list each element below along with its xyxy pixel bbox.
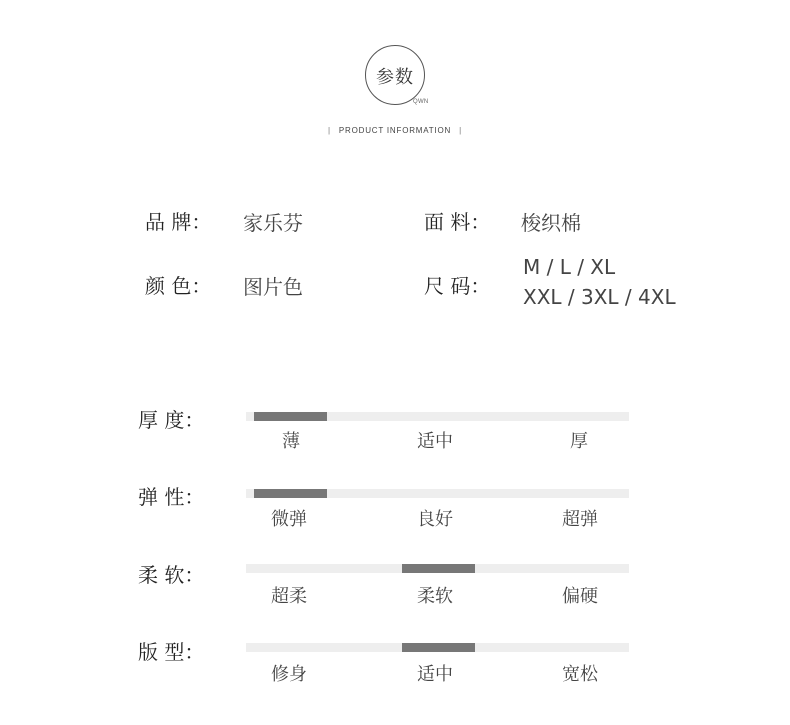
- attribute-indicator: [254, 489, 327, 498]
- size-value-line2: XXL / 3XL / 4XL: [523, 285, 676, 309]
- fabric-label: 面 料：: [424, 210, 491, 234]
- fabric-value: 梭织棉: [521, 211, 581, 235]
- attribute-option: 柔软: [417, 586, 453, 607]
- product-information-heading: [0, 126, 790, 135]
- attribute-label: 厚 度：: [138, 408, 205, 432]
- attribute-option: 厚: [570, 431, 588, 452]
- attribute-track: [246, 412, 629, 421]
- attribute-track: [246, 564, 629, 573]
- attribute-track: [246, 643, 629, 652]
- attribute-indicator: [254, 412, 327, 421]
- attribute-option: 良好: [417, 509, 453, 530]
- brand-value: 家乐芬: [243, 211, 303, 235]
- attribute-option: 薄: [282, 431, 300, 452]
- size-label: 尺 码：: [424, 274, 491, 298]
- attribute-label: 柔 软：: [138, 563, 205, 587]
- brand-label: 品 牌：: [145, 210, 212, 234]
- attribute-option: 超柔: [271, 586, 307, 607]
- attribute-option: 修身: [271, 664, 307, 685]
- attribute-label: 弹 性：: [138, 485, 205, 509]
- attribute-option: 偏硬: [562, 586, 598, 607]
- color-value: 图片色: [243, 275, 303, 299]
- attribute-indicator: [402, 564, 475, 573]
- attribute-label: 版 型：: [138, 640, 205, 664]
- product-information-text: PRODUCT INFORMATION: [338, 126, 452, 135]
- attribute-option: 适中: [417, 664, 453, 685]
- attribute-indicator: [402, 643, 475, 652]
- badge-title: 参数: [376, 67, 414, 88]
- divider-right: |: [459, 126, 463, 135]
- attribute-option: 微弹: [271, 509, 307, 530]
- section-badge: [365, 45, 425, 105]
- attribute-option: 超弹: [562, 509, 598, 530]
- color-label: 颜 色：: [145, 274, 212, 298]
- divider-left: |: [327, 126, 331, 135]
- attribute-option: 适中: [417, 431, 453, 452]
- badge-subtitle: QWN: [413, 99, 429, 105]
- attribute-option: 宽松: [562, 664, 598, 685]
- attribute-track: [246, 489, 629, 498]
- size-value-line1: M / L / XL: [523, 255, 616, 279]
